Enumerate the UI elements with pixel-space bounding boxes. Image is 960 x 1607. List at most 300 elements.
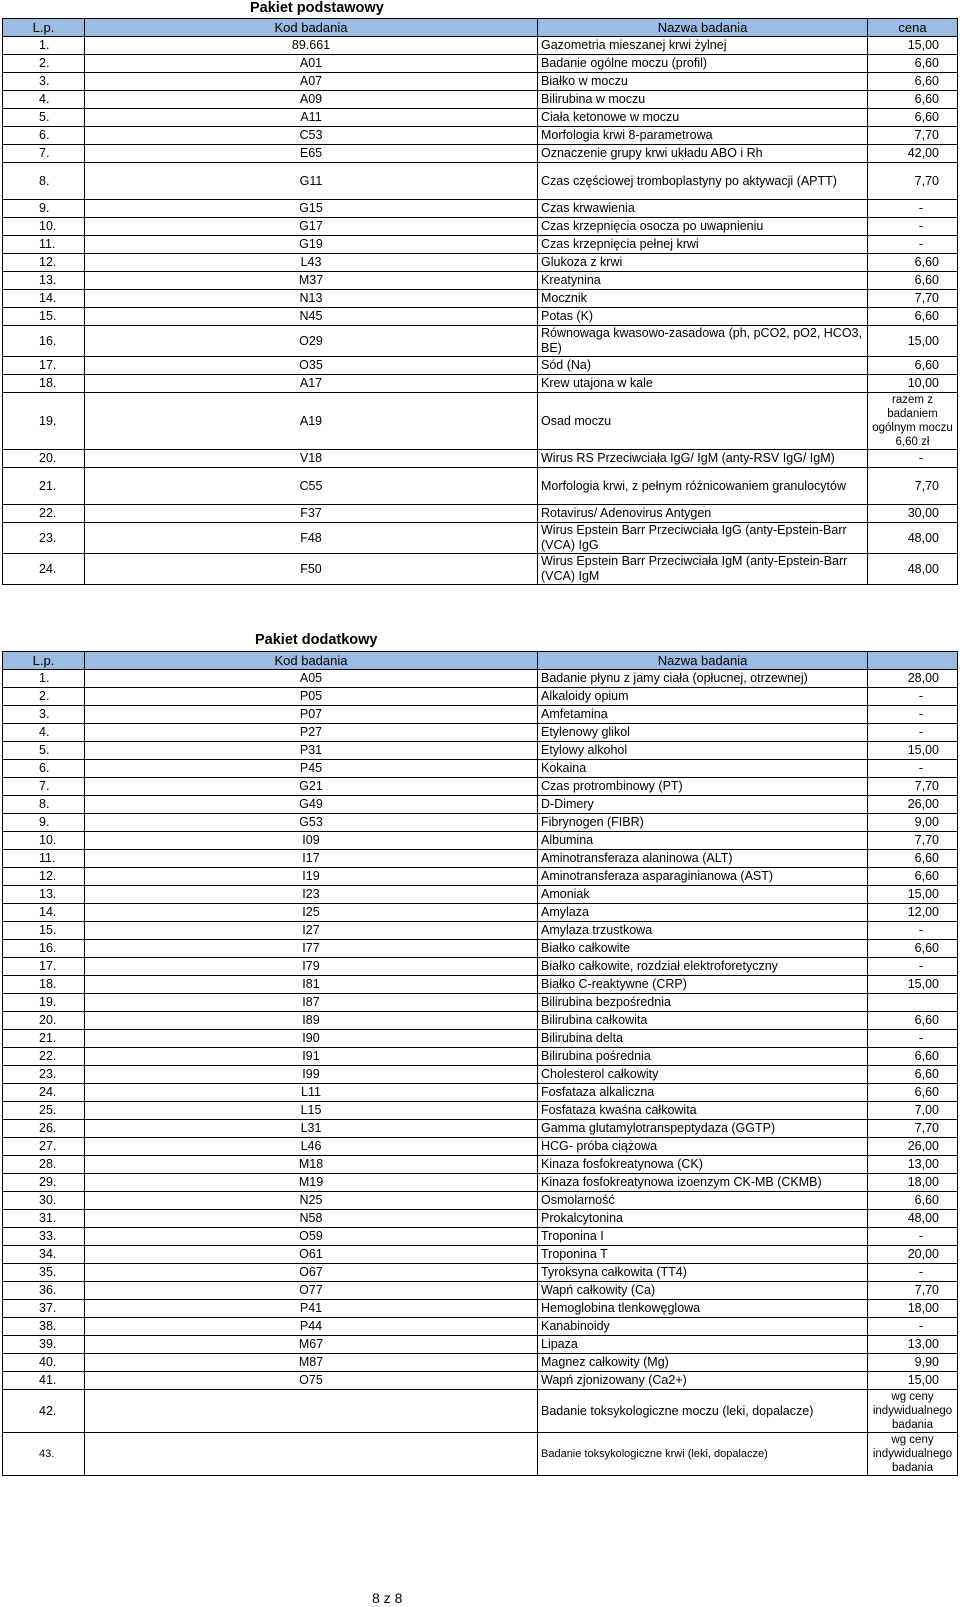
row-lp: 14. xyxy=(3,290,85,308)
row-nazwa: Bilirubina bezpośrednia xyxy=(538,994,868,1012)
row-lp: 12. xyxy=(3,254,85,272)
row-lp: 8. xyxy=(3,163,85,200)
row-nazwa: Kokaina xyxy=(538,760,868,778)
row-kod: I77 xyxy=(85,940,538,958)
row-nazwa: Badanie płynu z jamy ciała (opłucnej, otrzewnej) xyxy=(538,670,868,688)
row-cena: - xyxy=(868,922,958,940)
row-lp: 10. xyxy=(3,832,85,850)
row-cena: 15,00 xyxy=(868,886,958,904)
row-lp: 5. xyxy=(3,742,85,760)
section2-title: Pakiet dodatkowy xyxy=(255,632,378,648)
row-kod: L15 xyxy=(85,1102,538,1120)
row-cena: 6,60 xyxy=(868,55,958,73)
row-nazwa: Aminotransferaza alaninowa (ALT) xyxy=(538,850,868,868)
row-kod: G19 xyxy=(85,236,538,254)
row-cena: 26,00 xyxy=(868,796,958,814)
row-lp: 30. xyxy=(3,1192,85,1210)
row-kod: F50 xyxy=(85,554,538,585)
row-cena: 6,60 xyxy=(868,868,958,886)
row-cena: - xyxy=(868,1030,958,1048)
table-row xyxy=(3,868,958,886)
row-kod: P44 xyxy=(85,1318,538,1336)
row-kod: M67 xyxy=(85,1336,538,1354)
row-kod: P27 xyxy=(85,724,538,742)
row-nazwa: Amfetamina xyxy=(538,706,868,724)
table-row xyxy=(3,886,958,904)
row-lp: 19. xyxy=(3,393,85,450)
table-row xyxy=(3,1012,958,1030)
row-cena: - xyxy=(868,1228,958,1246)
additional-package-table xyxy=(2,651,958,1476)
header-kod: Kod badania xyxy=(85,19,538,37)
row-cena: 15,00 xyxy=(868,326,958,357)
row-lp: 21. xyxy=(3,1030,85,1048)
table-row xyxy=(3,688,958,706)
row-lp: 1. xyxy=(3,37,85,55)
table-row xyxy=(3,976,958,994)
row-lp: 11. xyxy=(3,236,85,254)
row-kod: I27 xyxy=(85,922,538,940)
row-lp: 6. xyxy=(3,127,85,145)
row-lp: 17. xyxy=(3,958,85,976)
table-row xyxy=(3,375,958,393)
row-lp: 18. xyxy=(3,375,85,393)
row-kod: A05 xyxy=(85,670,538,688)
row-kod: A17 xyxy=(85,375,538,393)
table-row xyxy=(3,236,958,254)
row-cena: 7,70 xyxy=(868,290,958,308)
row-nazwa: Wirus Epstein Barr Przeciwciała IgM (anty-Epstein-Barr (VCA) IgM xyxy=(538,554,868,585)
row-kod: O59 xyxy=(85,1228,538,1246)
row-lp: 13. xyxy=(3,272,85,290)
row-cena: 6,60 xyxy=(868,1066,958,1084)
row-nazwa: Gamma glutamylotranspeptydaza (GGTP) xyxy=(538,1120,868,1138)
row-lp: 23. xyxy=(3,1066,85,1084)
row-nazwa: Kanabinoidy xyxy=(538,1318,868,1336)
row-kod: I09 xyxy=(85,832,538,850)
header-lp: L.p. xyxy=(3,19,85,37)
row-cena: 42,00 xyxy=(868,145,958,163)
row-nazwa: Fosfataza alkaliczna xyxy=(538,1084,868,1102)
row-cena: 6,60 xyxy=(868,357,958,375)
table-row xyxy=(3,994,958,1012)
row-lp: 24. xyxy=(3,1084,85,1102)
table-header-row xyxy=(3,652,958,670)
row-lp: 40. xyxy=(3,1354,85,1372)
row-lp: 39. xyxy=(3,1336,85,1354)
row-cena: 18,00 xyxy=(868,1174,958,1192)
row-lp: 13. xyxy=(3,886,85,904)
row-kod: G11 xyxy=(85,163,538,200)
row-kod: I89 xyxy=(85,1012,538,1030)
row-cena: wg ceny indywidualnego badania xyxy=(868,1390,958,1433)
table-row xyxy=(3,73,958,91)
row-cena: 7,00 xyxy=(868,1102,958,1120)
table-header-row xyxy=(3,19,958,37)
row-kod: P07 xyxy=(85,706,538,724)
row-nazwa: Bilirubina pośrednia xyxy=(538,1048,868,1066)
row-cena: 10,00 xyxy=(868,375,958,393)
row-cena: - xyxy=(868,218,958,236)
table-row xyxy=(3,505,958,523)
row-kod: 89.661 xyxy=(85,37,538,55)
row-nazwa: Białko całkowite, rozdział elektroforetyczny xyxy=(538,958,868,976)
table-row xyxy=(3,1246,958,1264)
table-row xyxy=(3,1174,958,1192)
row-cena: 7,70 xyxy=(868,163,958,200)
row-nazwa: Białko C-reaktywne (CRP) xyxy=(538,976,868,994)
row-lp: 34. xyxy=(3,1246,85,1264)
row-cena: - xyxy=(868,958,958,976)
row-kod: F37 xyxy=(85,505,538,523)
row-cena: - xyxy=(868,760,958,778)
row-lp: 7. xyxy=(3,778,85,796)
row-kod: N25 xyxy=(85,1192,538,1210)
table-row xyxy=(3,1030,958,1048)
row-nazwa: Mocznik xyxy=(538,290,868,308)
row-kod: P41 xyxy=(85,1300,538,1318)
row-nazwa: Sód (Na) xyxy=(538,357,868,375)
table-row xyxy=(3,450,958,468)
table-row xyxy=(3,904,958,922)
row-nazwa: Etylenowy glikol xyxy=(538,724,868,742)
basic-package-table xyxy=(2,18,958,585)
table-row xyxy=(3,1048,958,1066)
row-kod: G53 xyxy=(85,814,538,832)
row-cena: 13,00 xyxy=(868,1156,958,1174)
row-cena: 9,90 xyxy=(868,1354,958,1372)
row-kod: E65 xyxy=(85,145,538,163)
row-kod: L43 xyxy=(85,254,538,272)
table-row xyxy=(3,1390,958,1433)
row-nazwa: D-Dimery xyxy=(538,796,868,814)
table-row xyxy=(3,308,958,326)
row-kod: A11 xyxy=(85,109,538,127)
row-lp: 2. xyxy=(3,55,85,73)
row-kod: O61 xyxy=(85,1246,538,1264)
row-lp: 23. xyxy=(3,523,85,554)
row-lp: 26. xyxy=(3,1120,85,1138)
table-row xyxy=(3,814,958,832)
row-lp: 14. xyxy=(3,904,85,922)
row-nazwa: Równowaga kwasowo-zasadowa (ph, pCO2, pO2, HCO3, BE) xyxy=(538,326,868,357)
row-lp: 41. xyxy=(3,1372,85,1390)
table-row xyxy=(3,724,958,742)
header-nazwa: Nazwa badania xyxy=(538,652,868,670)
table-row xyxy=(3,468,958,505)
row-kod: A19 xyxy=(85,393,538,450)
row-nazwa: Badanie ogólne moczu (profil) xyxy=(538,55,868,73)
table-row xyxy=(3,1372,958,1390)
table-row xyxy=(3,1210,958,1228)
row-lp: 7. xyxy=(3,145,85,163)
row-lp: 5. xyxy=(3,109,85,127)
row-kod: I90 xyxy=(85,1030,538,1048)
row-nazwa: Rotavirus/ Adenovirus Antygen xyxy=(538,505,868,523)
row-kod: I87 xyxy=(85,994,538,1012)
row-nazwa: Bilirubina całkowita xyxy=(538,1012,868,1030)
row-nazwa: Ciała ketonowe w moczu xyxy=(538,109,868,127)
table-row xyxy=(3,109,958,127)
table-row xyxy=(3,760,958,778)
row-lp: 21. xyxy=(3,468,85,505)
row-kod: I25 xyxy=(85,904,538,922)
table-row xyxy=(3,91,958,109)
row-lp: 29. xyxy=(3,1174,85,1192)
row-lp: 31. xyxy=(3,1210,85,1228)
row-nazwa: Osad moczu xyxy=(538,393,868,450)
table-row xyxy=(3,1300,958,1318)
row-kod: M19 xyxy=(85,1174,538,1192)
row-lp: 24. xyxy=(3,554,85,585)
row-lp: 22. xyxy=(3,1048,85,1066)
row-nazwa: Czas częściowej tromboplastyny po aktywacji (APTT) xyxy=(538,163,868,200)
table-row xyxy=(3,357,958,375)
row-cena xyxy=(868,994,958,1012)
row-nazwa: Amylaza xyxy=(538,904,868,922)
table-row xyxy=(3,1120,958,1138)
table-row xyxy=(3,1318,958,1336)
row-cena: - xyxy=(868,236,958,254)
header-nazwa: Nazwa badania xyxy=(538,19,868,37)
row-nazwa: Wirus Epstein Barr Przeciwciała IgG (anty-Epstein-Barr (VCA) IgG xyxy=(538,523,868,554)
row-lp: 25. xyxy=(3,1102,85,1120)
row-nazwa: Badanie toksykologiczne moczu (leki, dopalacze) xyxy=(538,1390,868,1433)
row-nazwa: Czas krzepnięcia pełnej krwi xyxy=(538,236,868,254)
table-row xyxy=(3,326,958,357)
row-kod: C55 xyxy=(85,468,538,505)
row-lp: 43. xyxy=(3,1433,85,1476)
table-row xyxy=(3,922,958,940)
table-row xyxy=(3,218,958,236)
row-nazwa: Czas protrombinowy (PT) xyxy=(538,778,868,796)
row-nazwa: Wapń zjonizowany (Ca2+) xyxy=(538,1372,868,1390)
row-lp: 8. xyxy=(3,796,85,814)
row-nazwa: Prokalcytonina xyxy=(538,1210,868,1228)
row-nazwa: Bilirubina w moczu xyxy=(538,91,868,109)
row-lp: 20. xyxy=(3,1012,85,1030)
table-row xyxy=(3,1433,958,1476)
table-row xyxy=(3,1084,958,1102)
row-cena: - xyxy=(868,1264,958,1282)
row-nazwa: Aminotransferaza asparaginianowa (AST) xyxy=(538,868,868,886)
table-row xyxy=(3,145,958,163)
table-row xyxy=(3,272,958,290)
table-row xyxy=(3,1066,958,1084)
row-nazwa: Morfologia krwi 8-parametrowa xyxy=(538,127,868,145)
row-cena: 7,70 xyxy=(868,1282,958,1300)
row-nazwa: Kinaza fosfokreatynowa (CK) xyxy=(538,1156,868,1174)
row-nazwa: Etylowy alkohol xyxy=(538,742,868,760)
section1-title: Pakiet podstawowy xyxy=(250,0,384,16)
row-nazwa: HCG- próba ciążowa xyxy=(538,1138,868,1156)
row-lp: 3. xyxy=(3,706,85,724)
row-kod: L11 xyxy=(85,1084,538,1102)
row-cena: 12,00 xyxy=(868,904,958,922)
row-nazwa: Krew utajona w kale xyxy=(538,375,868,393)
row-lp: 11. xyxy=(3,850,85,868)
row-nazwa: Białko całkowite xyxy=(538,940,868,958)
row-cena: - xyxy=(868,450,958,468)
row-kod: N58 xyxy=(85,1210,538,1228)
row-kod: O29 xyxy=(85,326,538,357)
row-cena: wg ceny indywidualnego badania xyxy=(868,1433,958,1476)
row-kod: C53 xyxy=(85,127,538,145)
row-kod: A07 xyxy=(85,73,538,91)
row-kod: M18 xyxy=(85,1156,538,1174)
table-row xyxy=(3,1102,958,1120)
row-lp: 10. xyxy=(3,218,85,236)
row-cena: 15,00 xyxy=(868,976,958,994)
table-row xyxy=(3,523,958,554)
row-nazwa: Troponina T xyxy=(538,1246,868,1264)
row-kod: G21 xyxy=(85,778,538,796)
row-nazwa: Amoniak xyxy=(538,886,868,904)
table-row xyxy=(3,1282,958,1300)
row-cena: - xyxy=(868,706,958,724)
row-lp: 42. xyxy=(3,1390,85,1433)
row-lp: 37. xyxy=(3,1300,85,1318)
row-cena: 48,00 xyxy=(868,554,958,585)
row-cena: 7,70 xyxy=(868,468,958,505)
header-kod: Kod badania xyxy=(85,652,538,670)
row-lp: 1. xyxy=(3,670,85,688)
row-cena: 30,00 xyxy=(868,505,958,523)
row-cena: 6,60 xyxy=(868,109,958,127)
row-cena: 15,00 xyxy=(868,742,958,760)
row-cena: 9,00 xyxy=(868,814,958,832)
row-kod: P31 xyxy=(85,742,538,760)
row-kod: O77 xyxy=(85,1282,538,1300)
row-kod: G15 xyxy=(85,200,538,218)
row-kod: P05 xyxy=(85,688,538,706)
row-cena: razem z badaniem ogólnym moczu 6,60 zł xyxy=(868,393,958,450)
table-row xyxy=(3,796,958,814)
row-nazwa: Fibrynogen (FIBR) xyxy=(538,814,868,832)
row-cena: 28,00 xyxy=(868,670,958,688)
row-kod xyxy=(85,1390,538,1433)
row-cena: 20,00 xyxy=(868,1246,958,1264)
table-row xyxy=(3,393,958,450)
row-kod: O35 xyxy=(85,357,538,375)
row-nazwa: Kinaza fosfokreatynowa izoenzym CK-MB (CKMB) xyxy=(538,1174,868,1192)
row-kod: O67 xyxy=(85,1264,538,1282)
row-lp: 2. xyxy=(3,688,85,706)
table-row xyxy=(3,290,958,308)
row-cena: 26,00 xyxy=(868,1138,958,1156)
row-kod: F48 xyxy=(85,523,538,554)
table-row xyxy=(3,200,958,218)
row-nazwa: Czas krwawienia xyxy=(538,200,868,218)
row-kod: L31 xyxy=(85,1120,538,1138)
row-kod: A01 xyxy=(85,55,538,73)
row-nazwa: Albumina xyxy=(538,832,868,850)
row-kod: O75 xyxy=(85,1372,538,1390)
row-lp: 16. xyxy=(3,326,85,357)
row-cena: 6,60 xyxy=(868,272,958,290)
row-nazwa: Wirus RS Przeciwciała IgG/ IgM (anty-RSV IgG/ IgM) xyxy=(538,450,868,468)
row-kod: I81 xyxy=(85,976,538,994)
row-nazwa: Gazometria mieszanej krwi żylnej xyxy=(538,37,868,55)
header-cena xyxy=(868,652,958,670)
row-kod: I91 xyxy=(85,1048,538,1066)
row-lp: 15. xyxy=(3,922,85,940)
row-cena: 6,60 xyxy=(868,73,958,91)
table-row xyxy=(3,850,958,868)
row-kod: I79 xyxy=(85,958,538,976)
row-kod: G17 xyxy=(85,218,538,236)
table-row xyxy=(3,554,958,585)
table-row xyxy=(3,1336,958,1354)
row-lp: 16. xyxy=(3,940,85,958)
row-cena: 7,70 xyxy=(868,127,958,145)
row-cena: 6,60 xyxy=(868,1192,958,1210)
row-nazwa: Alkaloidy opium xyxy=(538,688,868,706)
row-lp: 4. xyxy=(3,724,85,742)
row-kod: M87 xyxy=(85,1354,538,1372)
row-cena: 15,00 xyxy=(868,37,958,55)
row-lp: 3. xyxy=(3,73,85,91)
table-row xyxy=(3,1354,958,1372)
header-cena: cena xyxy=(868,19,958,37)
row-cena: 6,60 xyxy=(868,940,958,958)
row-lp: 20. xyxy=(3,450,85,468)
row-lp: 9. xyxy=(3,200,85,218)
row-lp: 17. xyxy=(3,357,85,375)
row-kod: N13 xyxy=(85,290,538,308)
row-nazwa: Morfologia krwi, z pełnym różnicowaniem granulocytów xyxy=(538,468,868,505)
row-cena: - xyxy=(868,1318,958,1336)
row-cena: 6,60 xyxy=(868,91,958,109)
row-lp: 27. xyxy=(3,1138,85,1156)
row-nazwa: Czas krzepnięcia osocza po uwapnieniu xyxy=(538,218,868,236)
row-cena: 48,00 xyxy=(868,523,958,554)
row-cena: 7,70 xyxy=(868,832,958,850)
row-lp: 18. xyxy=(3,976,85,994)
row-cena: 6,60 xyxy=(868,1084,958,1102)
row-cena: 13,00 xyxy=(868,1336,958,1354)
row-kod: I17 xyxy=(85,850,538,868)
row-kod: G49 xyxy=(85,796,538,814)
row-nazwa: Amylaza trzustkowa xyxy=(538,922,868,940)
row-cena: 6,60 xyxy=(868,308,958,326)
table-row xyxy=(3,1192,958,1210)
row-nazwa: Magnez całkowity (Mg) xyxy=(538,1354,868,1372)
row-cena: 15,00 xyxy=(868,1372,958,1390)
table-row xyxy=(3,958,958,976)
row-lp: 4. xyxy=(3,91,85,109)
table-row xyxy=(3,1156,958,1174)
row-nazwa: Białko w moczu xyxy=(538,73,868,91)
table-row xyxy=(3,1138,958,1156)
row-cena: 6,60 xyxy=(868,1012,958,1030)
row-cena: 6,60 xyxy=(868,254,958,272)
row-kod xyxy=(85,1433,538,1476)
row-nazwa: Fosfataza kwaśna całkowita xyxy=(538,1102,868,1120)
row-nazwa: Kreatynina xyxy=(538,272,868,290)
row-nazwa: Oznaczenie grupy krwi układu ABO i Rh xyxy=(538,145,868,163)
row-nazwa: Bilirubina delta xyxy=(538,1030,868,1048)
row-lp: 36. xyxy=(3,1282,85,1300)
row-lp: 22. xyxy=(3,505,85,523)
row-nazwa: Glukoza z krwi xyxy=(538,254,868,272)
row-nazwa: Osmolarność xyxy=(538,1192,868,1210)
table-row xyxy=(3,127,958,145)
row-lp: 12. xyxy=(3,868,85,886)
row-kod: V18 xyxy=(85,450,538,468)
table-row xyxy=(3,940,958,958)
table-row xyxy=(3,706,958,724)
